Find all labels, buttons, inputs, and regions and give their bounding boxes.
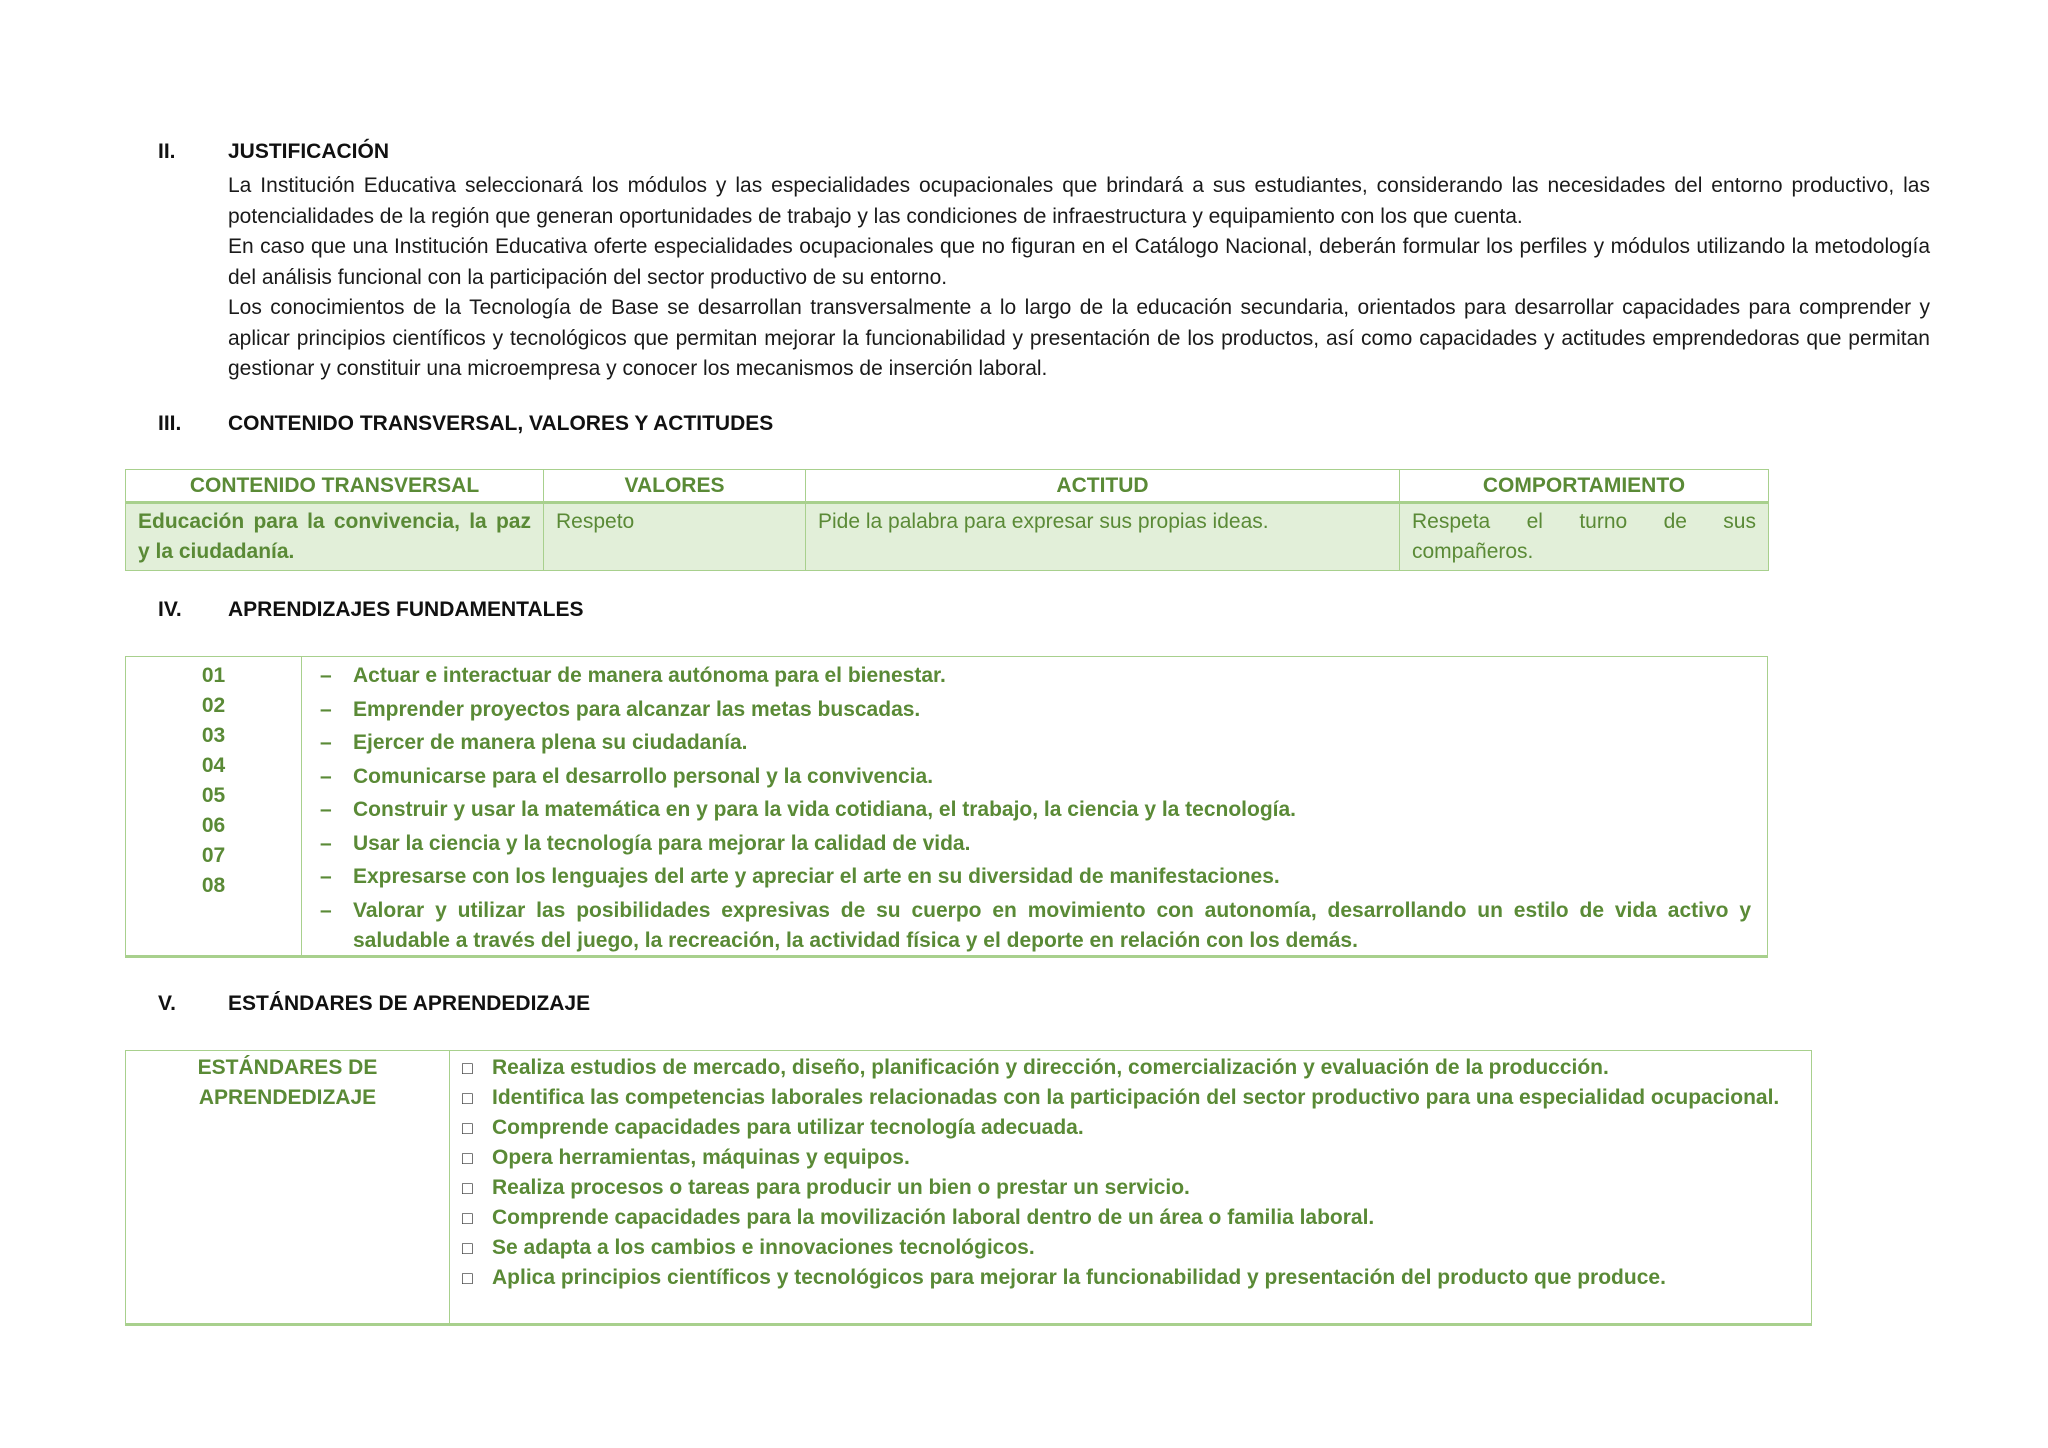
item-number: 04 [201, 754, 226, 777]
estandares-table [125, 1050, 1812, 1326]
column-header: ACTITUD [806, 470, 1400, 503]
label-column [126, 1051, 450, 1323]
dash-bullet: – [320, 664, 332, 687]
section-title: ESTÁNDARES DE APRENDEDIZAJE [228, 992, 591, 1015]
section-heading-contenido-transversal [158, 412, 773, 436]
list-item: □ Realiza estudios de mercado, diseño, planificación y dirección, comercialización y evaluación de la producción. [462, 1053, 1795, 1083]
dash-bullet: – [320, 865, 332, 888]
item-number: 01 [201, 664, 226, 687]
checkbox-bullet-icon: □ [462, 1118, 473, 1138]
item-number: 03 [201, 724, 226, 747]
contenido-transversal-table [125, 469, 1769, 571]
list-item: – Actuar e interactuar de manera autónoma para el bienestar. [320, 661, 1751, 695]
dash-bullet: – [320, 898, 332, 922]
paragraph: La Institución Educativa seleccionará los módulos y las especialidades ocupacionales que brindará a sus estudiantes, considerando las necesidades del entorno productivo, las potencialidades de la región que generan oportunidades de trabajo y las condiciones de infraestructura y equipamiento con los que cuenta. [228, 174, 1930, 228]
column-header: COMPORTAMIENTO [1400, 470, 1769, 503]
estandares-list [462, 1053, 1795, 1293]
aprendizajes-table [125, 656, 1768, 958]
cell-valores: Respeto [544, 503, 806, 571]
list-item: □ Opera herramientas, máquinas y equipos. [462, 1143, 1795, 1173]
list-item: – Comunicarse para el desarrollo personal y la convivencia. [320, 762, 1751, 796]
section-heading-estandares [158, 992, 590, 1016]
checkbox-bullet-icon: □ [462, 1058, 473, 1078]
cell-contenido: Educación para la convivencia, la paz y la ciudadanía. [126, 503, 544, 571]
table-row [126, 503, 1769, 571]
item-number: 07 [201, 844, 226, 867]
list-item: □ Se adapta a los cambios e innovaciones tecnológicos. [462, 1233, 1795, 1263]
checkbox-bullet-icon: □ [462, 1148, 473, 1168]
checkbox-bullet-icon: □ [462, 1208, 473, 1228]
list-item: □ Identifica las competencias laborales relacionadas con la participación del sector productivo para una especialidad ocupacional. [462, 1083, 1795, 1113]
estandares-label: ESTÁNDARES DE APRENDEDIZAJE [197, 1056, 378, 1109]
checkbox-bullet-icon: □ [462, 1268, 473, 1288]
column-header: CONTENIDO TRANSVERSAL [126, 470, 544, 503]
section-heading-justificacion [158, 140, 389, 164]
section-title: JUSTIFICACIÓN [228, 140, 390, 163]
list-item: □ Comprende capacidades para utilizar tecnología adecuada. [462, 1113, 1795, 1143]
dash-bullet: – [320, 798, 332, 821]
table-header-row [126, 470, 1769, 503]
aprendizajes-list [320, 661, 1751, 956]
section-number: II. [158, 140, 176, 163]
list-column [450, 1051, 1811, 1323]
dash-bullet: – [320, 731, 332, 754]
list-item: □ Aplica principios científicos y tecnológicos para mejorar la funcionabilidad y presentación del producto que produce. [462, 1263, 1795, 1293]
section-number: III. [158, 412, 182, 435]
list-item: – Ejercer de manera plena su ciudadanía. [320, 728, 1751, 762]
list-item: – Usar la ciencia y la tecnología para mejorar la calidad de vida. [320, 829, 1751, 863]
list-item: □ Realiza procesos o tareas para producir un bien o prestar un servicio. [462, 1173, 1795, 1203]
column-header: VALORES [544, 470, 806, 503]
list-item: – Emprender proyectos para alcanzar las metas buscadas. [320, 695, 1751, 729]
justificacion-text [228, 171, 1930, 385]
checkbox-bullet-icon: □ [462, 1238, 473, 1258]
cell-actitud: Pide la palabra para expresar sus propias ideas. [806, 503, 1400, 571]
item-number: 08 [201, 874, 226, 897]
section-number: V. [158, 992, 176, 1015]
item-number: 02 [201, 694, 226, 717]
number-column [126, 657, 302, 955]
item-number: 06 [201, 814, 226, 837]
section-number: IV. [158, 598, 182, 621]
dash-bullet: – [320, 831, 332, 855]
section-title: APRENDIZAJES FUNDAMENTALES [228, 598, 584, 621]
list-item: – Expresarse con los lenguajes del arte y apreciar el arte en su diversidad de manifestaciones. [320, 862, 1751, 896]
section-title: CONTENIDO TRANSVERSAL, VALORES Y ACTITUDES [228, 412, 774, 435]
item-number: 05 [201, 784, 226, 807]
list-item: – Valorar y utilizar las posibilidades expresivas de su cuerpo en movimiento con autonomía, desarrollando un estilo de vida activo y saludable a través del juego, la recreación, la actividad física y el deporte en relación con los demás. [320, 896, 1751, 956]
section-heading-aprendizajes [158, 598, 583, 622]
list-column [302, 657, 1767, 955]
checkbox-bullet-icon: □ [462, 1178, 473, 1198]
dash-bullet: – [320, 697, 332, 721]
dash-bullet: – [320, 764, 332, 788]
paragraph: En caso que una Institución Educativa oferte especialidades ocupacionales que no figuran en el Catálogo Nacional, deberán formular los perfiles y módulos utilizando la metodología del análisis funcional con la participación del sector productivo de su entorno. [228, 235, 1930, 289]
cell-comportamiento: Respeta el turno de sus compañeros. [1400, 503, 1769, 571]
checkbox-bullet-icon: □ [462, 1088, 473, 1108]
list-item: □ Comprende capacidades para la movilización laboral dentro de un área o familia laboral. [462, 1203, 1795, 1233]
list-item: – Construir y usar la matemática en y para la vida cotidiana, el trabajo, la ciencia y la tecnología. [320, 795, 1751, 829]
paragraph: Los conocimientos de la Tecnología de Base se desarrollan transversalmente a lo largo de la educación secundaria, orientados para desarrollar capacidades para comprender y aplicar principios científicos y tecnológicos que permitan mejorar la funcionabilidad y presentación de los productos, así como capacidades y actitudes emprendedoras que permitan gestionar y constituir una microempresa y conocer los mecanismos de inserción laboral. [228, 296, 1930, 380]
